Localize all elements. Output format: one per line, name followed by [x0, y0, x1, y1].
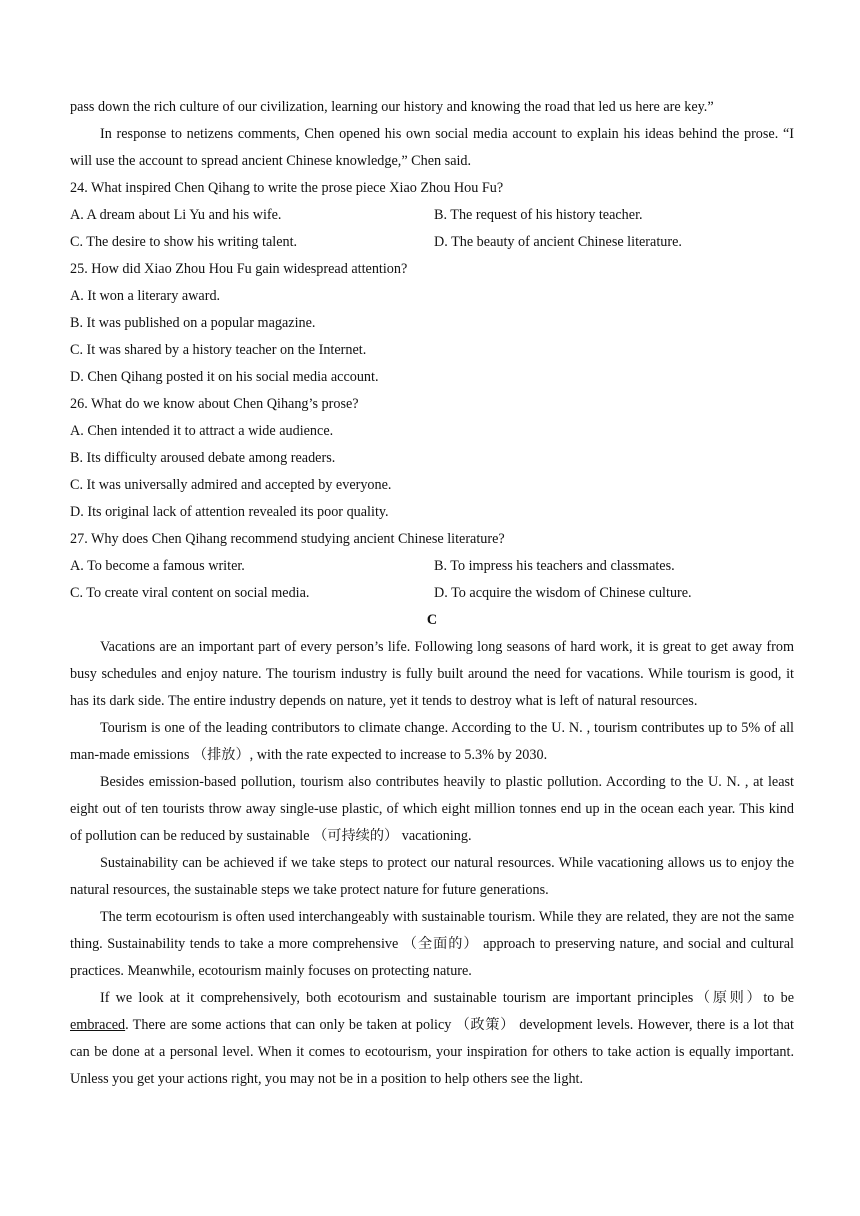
question-27-option-d: D. To acquire the wisdom of Chinese culture. [434, 585, 692, 601]
paragraph-6-text-end: . There are some actions that can only be taken at policy （政策） development levels. However, there is a lot that can be done at a personal level. When it comes to ecotourism, your inspiration for others to take action is equally important. Unless you get your actions right, you may not be in a position to help others see the light. [70, 1017, 794, 1087]
passage-c-paragraph-5: The term ecotourism is often used interchangeably with sustainable tourism. While they are related, they are not the same thing. Sustainability tends to take a more comprehensive （全面的） approach to preserving nature, and social and cultural practices. Meanwhile, ecotourism mainly focuses on protecting nature. [70, 909, 794, 979]
question-26-option-d: D. Its original lack of attention revealed its poor quality. [70, 504, 389, 520]
passage-c-paragraph-4: Sustainability can be achieved if we take steps to protect our natural resources. While vacationing allows us to enjoy the natural resources, the sustainable steps we take protect nature for future generations. [70, 855, 794, 898]
question-25-option-a: A. It won a literary award. [70, 288, 221, 304]
question-26-stem: 26. What do we know about Chen Qihang’s prose? [70, 396, 359, 412]
question-26-option-a: A. Chen intended it to attract a wide audience. [70, 423, 334, 439]
passage-b-continuation: pass down the rich culture of our civilization, learning our history and knowing the road that led us here are key.” [70, 99, 714, 115]
passage-b-paragraph: In response to netizens comments, Chen opened his own social media account to explain his ideas behind the prose. “I will use the account to spread ancient Chinese knowledge,” Chen said. [70, 126, 794, 169]
question-27-stem: 27. Why does Chen Qihang recommend studying ancient Chinese literature? [70, 531, 505, 547]
question-24-option-b: B. The request of his history teacher. [434, 207, 643, 223]
question-24-options-row-1 [70, 202, 794, 229]
question-24-stem: 24. What inspired Chen Qihang to write the prose piece Xiao Zhou Hou Fu? [70, 180, 504, 196]
document-content [70, 94, 794, 1093]
question-27-option-b: B. To impress his teachers and classmates. [434, 558, 675, 574]
question-24-option-a: A. A dream about Li Yu and his wife. [70, 207, 282, 223]
question-27-options-row-2 [70, 580, 794, 607]
question-26-option-c: C. It was universally admired and accepted by everyone. [70, 477, 392, 493]
question-24-option-d: D. The beauty of ancient Chinese literature. [434, 234, 682, 250]
passage-c-paragraph-6 [70, 985, 794, 1093]
question-26-option-b: B. Its difficulty aroused debate among readers. [70, 450, 336, 466]
question-27-option-c: C. To create viral content on social media. [70, 585, 310, 601]
passage-c-title: C [426, 612, 438, 628]
underlined-word-embraced: embraced [70, 1017, 126, 1033]
question-25-option-c: C. It was shared by a history teacher on the Internet. [70, 342, 367, 358]
question-25-option-d: D. Chen Qihang posted it on his social media account. [70, 369, 379, 385]
passage-c-paragraph-1: Vacations are an important part of every person’s life. Following long seasons of hard work, it is great to get away from busy schedules and enjoy nature. The tourism industry is fully built around the need for vacations. While tourism is good, it has its dark side. The entire industry depends on nature, yet it tends to destroy what is left of natural resources. [70, 639, 794, 709]
question-27-options-row-1 [70, 553, 794, 580]
paragraph-6-text-start: If we look at it comprehensively, both ecotourism and sustainable tourism are important principles（原则）to be [100, 990, 794, 1006]
passage-c-paragraph-3: Besides emission-based pollution, tourism also contributes heavily to plastic pollution. According to the U. N. , at least eight out of ten tourists throw away single-use plastic, of which eight million tonnes end up in the ocean each year. This kind of pollution can be reduced by sustainable （可持续的） vacationing. [70, 774, 794, 844]
question-27-option-a: A. To become a famous writer. [70, 558, 245, 574]
question-24-options-row-2 [70, 229, 794, 256]
passage-c-paragraph-2: Tourism is one of the leading contributors to climate change. According to the U. N. , tourism contributes up to 5% of all man-made emissions （排放）, with the rate expected to increase to 5.3% by 2030. [70, 720, 794, 763]
question-25-stem: 25. How did Xiao Zhou Hou Fu gain widespread attention? [70, 261, 408, 277]
question-24-option-c: C. The desire to show his writing talent. [70, 234, 298, 250]
question-25-option-b: B. It was published on a popular magazine. [70, 315, 316, 331]
